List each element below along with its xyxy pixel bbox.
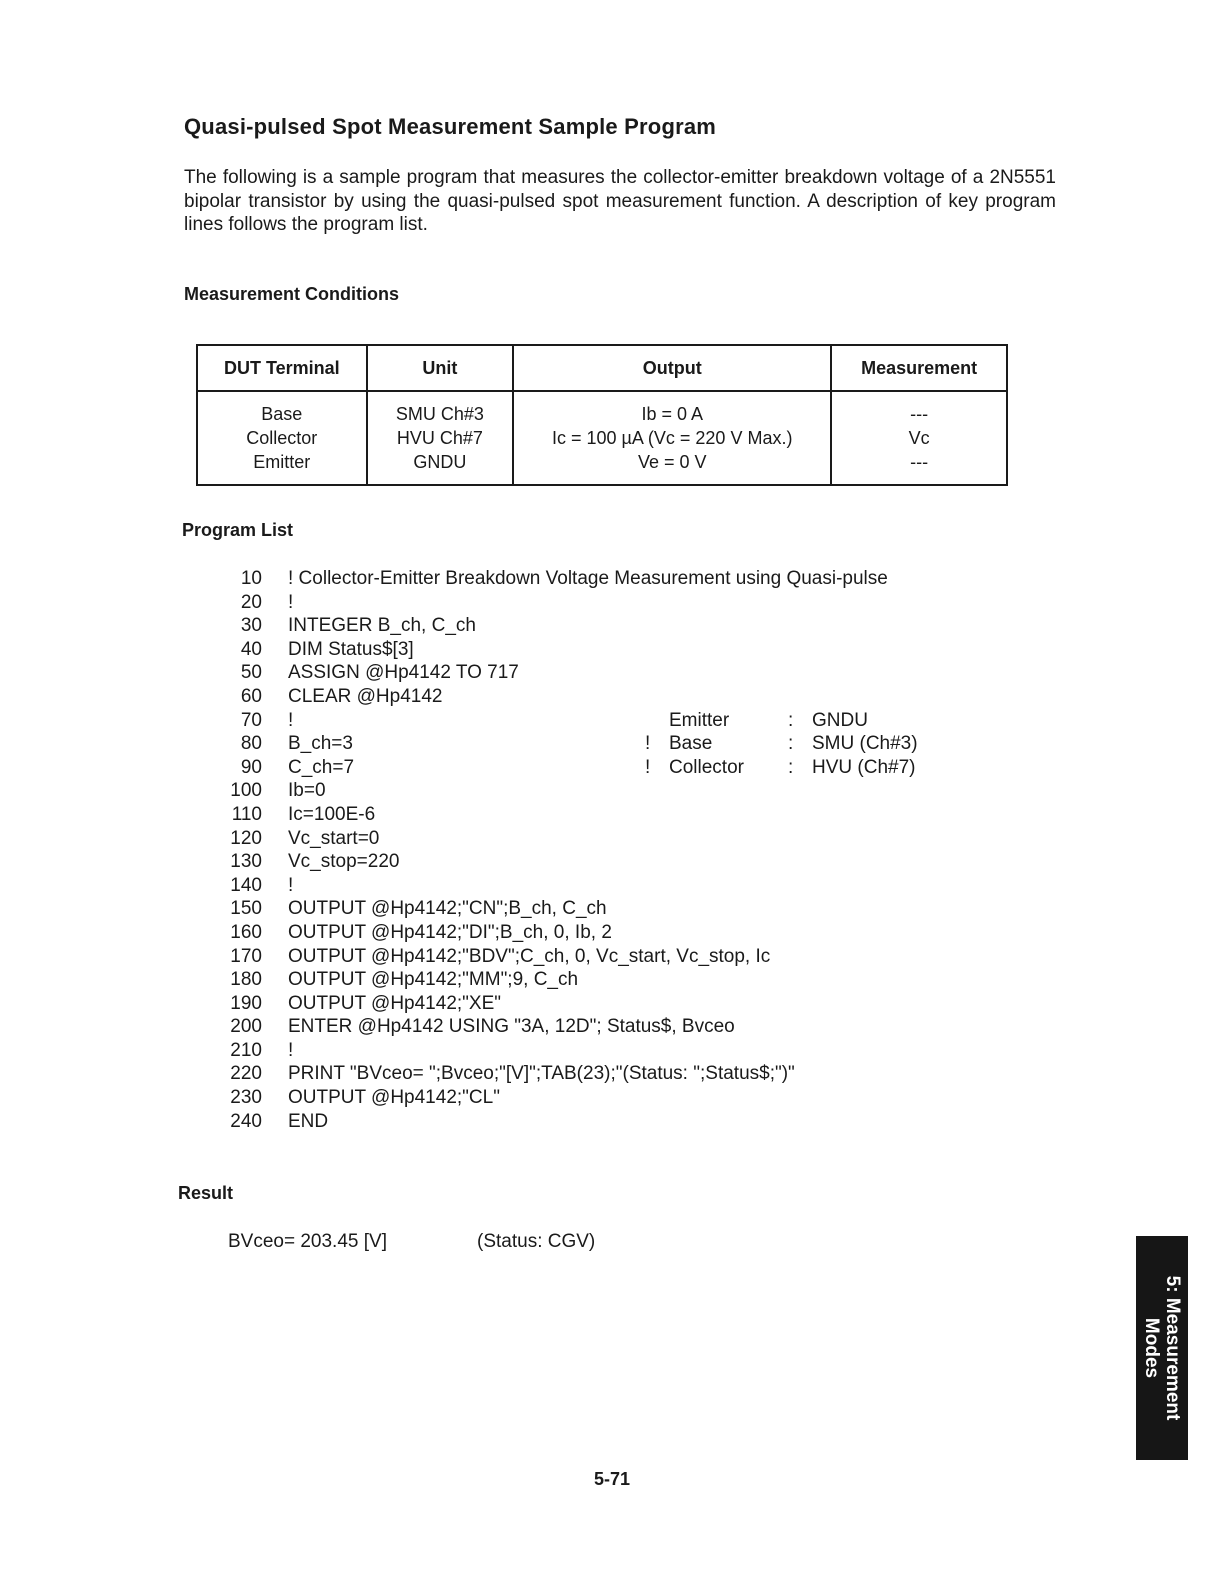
line-code: Ib=0 <box>288 780 326 802</box>
line-number: 170 <box>230 945 262 967</box>
line-number: 230 <box>230 1087 262 1109</box>
line-code: B_ch=3 <box>288 733 353 755</box>
line-number: 50 <box>240 662 262 684</box>
line-code: OUTPUT @Hp4142;"CL" <box>288 1087 500 1109</box>
line-number: 40 <box>240 638 262 660</box>
line-number: 110 <box>231 803 262 825</box>
line-number: 190 <box>230 992 262 1014</box>
chapter-tab-line: 5: Measurement <box>1162 1275 1183 1421</box>
result-heading: Result <box>178 1183 234 1203</box>
comment-terminal: Collector <box>669 756 744 778</box>
line-code: Vc_start=0 <box>288 827 380 849</box>
comment-marker: ! <box>645 756 651 778</box>
page-title: Quasi-pulsed Spot Measurement Sample Program <box>184 114 717 139</box>
line-code: OUTPUT @Hp4142;"DI";B_ch, 0, Ib, 2 <box>288 921 612 943</box>
page-number: 5-71 <box>593 1469 631 1489</box>
line-code: ! Collector-Emitter Breakdown Voltage Measurement using Quasi-pulse <box>288 568 888 589</box>
line-number: 240 <box>230 1110 262 1132</box>
line-number: 210 <box>230 1039 262 1061</box>
line-code: ! <box>288 709 294 731</box>
line-number: 120 <box>230 827 262 849</box>
line-number: 140 <box>230 874 262 896</box>
line-code: Vc_stop=220 <box>288 851 400 873</box>
line-number: 100 <box>230 780 262 802</box>
line-code: OUTPUT @Hp4142;"CN";B_ch, C_ch <box>288 898 607 920</box>
comment-terminal: Base <box>669 733 713 755</box>
cell-value: --- <box>910 404 929 424</box>
table-row <box>197 391 1007 485</box>
cell-value: --- <box>910 452 929 472</box>
measurement-conditions-table <box>196 344 1008 486</box>
line-number: 60 <box>240 685 262 707</box>
line-code: DIM Status$[3] <box>288 638 414 660</box>
header-dut-terminal: DUT Terminal <box>197 345 367 391</box>
comment-marker: ! <box>645 733 651 755</box>
cell-value: Ve = 0 V <box>637 452 707 472</box>
line-code: END <box>288 1110 329 1132</box>
comment-terminal: Emitter <box>669 709 730 731</box>
chapter-tab <box>1136 1236 1188 1460</box>
line-code: ENTER @Hp4142 USING "3A, 12D"; Status$, Bvceo <box>288 1016 735 1038</box>
cell-outputs <box>513 391 831 485</box>
table-header-row <box>197 345 1007 391</box>
line-number: 10 <box>240 568 262 589</box>
header-output: Output <box>513 345 831 391</box>
line-code: ! <box>288 1039 294 1061</box>
cell-measurements <box>831 391 1007 485</box>
line-code: OUTPUT @Hp4142;"MM";9, C_ch <box>288 969 579 991</box>
result-value: BVceo= 203.45 [V] <box>228 1231 387 1252</box>
cell-value: Ib = 0 A <box>641 404 703 424</box>
header-unit: Unit <box>367 345 514 391</box>
line-code: Ic=100E-6 <box>288 803 376 825</box>
line-code: ASSIGN @Hp4142 TO 717 <box>288 662 519 684</box>
line-number: 160 <box>230 921 262 943</box>
program-list-heading: Program List <box>182 520 294 540</box>
line-number: 70 <box>240 709 262 731</box>
comment-destination: HVU (Ch#7) <box>812 756 916 778</box>
line-code: OUTPUT @Hp4142;"BDV";C_ch, 0, Vc_start, Vc_stop, Ic <box>288 945 771 967</box>
line-number: 180 <box>230 969 262 991</box>
comment-colon: : <box>788 709 794 731</box>
comment-colon: : <box>788 756 794 778</box>
result-status: (Status: CGV) <box>477 1231 596 1252</box>
cell-dut-terminals <box>197 391 367 485</box>
line-number: 90 <box>240 756 262 778</box>
header-measurement: Measurement <box>831 345 1007 391</box>
cell-value: Collector <box>246 428 318 448</box>
comment-destination: GNDU <box>812 709 868 731</box>
cell-units <box>367 391 514 485</box>
cell-value: Base <box>261 404 303 424</box>
line-code: ! <box>288 591 294 613</box>
cell-value: GNDU <box>413 452 467 472</box>
line-number: 20 <box>240 591 262 613</box>
line-number: 80 <box>240 733 262 755</box>
line-number: 130 <box>230 851 262 873</box>
line-code: INTEGER B_ch, C_ch <box>288 615 476 637</box>
comment-destination: SMU (Ch#3) <box>812 733 918 755</box>
line-number: 150 <box>230 898 262 920</box>
cell-value: Emitter <box>253 452 311 472</box>
measurement-conditions-heading: Measurement Conditions <box>184 284 400 304</box>
line-code: PRINT "BVceo= ";Bvceo;"[V]";TAB(23);"(Status: ";Status$;")" <box>288 1063 795 1085</box>
chapter-tab-line: Modes <box>1141 1317 1162 1379</box>
chapter-tab-label <box>1141 1276 1183 1421</box>
cell-value: Ic = 100 µA (Vc = 220 V Max.) <box>551 428 793 448</box>
line-code: CLEAR @Hp4142 <box>288 685 443 707</box>
line-number: 200 <box>230 1016 262 1038</box>
cell-value: HVU Ch#7 <box>396 428 483 448</box>
line-code: OUTPUT @Hp4142;"XE" <box>288 992 501 1014</box>
cell-value: Vc <box>908 428 930 448</box>
intro-paragraph: The following is a sample program that measures the collector-emitter breakdown voltage of a 2N5551 bipolar transistor by using the quasi-pulsed spot measurement function. A description of key program lines follows the program list. <box>184 167 1056 235</box>
cell-value: SMU Ch#3 <box>395 404 484 424</box>
line-number: 30 <box>240 615 262 637</box>
line-code: C_ch=7 <box>288 756 355 778</box>
comment-colon: : <box>788 733 794 755</box>
line-number: 220 <box>230 1063 262 1085</box>
line-code: ! <box>288 874 294 896</box>
